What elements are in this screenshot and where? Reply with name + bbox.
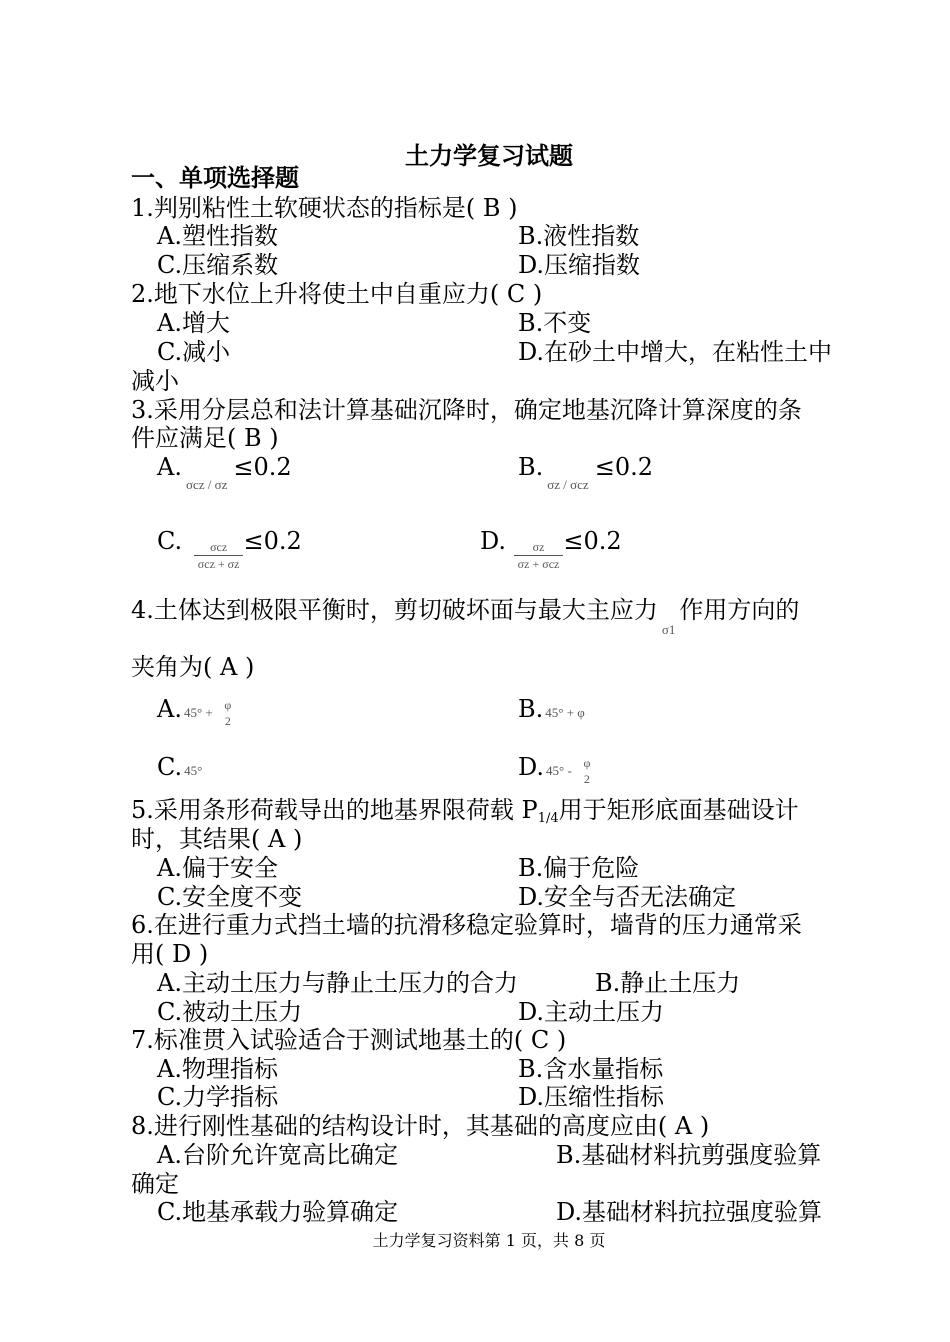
q4-option-a-label: A.: [157, 695, 182, 723]
q3-option-d-label: D.: [480, 527, 507, 555]
q4-option-c-label: C.: [157, 753, 183, 781]
question-4-stem-line2: 夹角为( A ): [131, 653, 255, 681]
q3-option-d-numerator: σz: [532, 540, 545, 554]
q4-option-d-expression: 45° -: [546, 763, 572, 778]
q4-option-b-expression: 45° + φ: [545, 705, 585, 720]
q3-option-c-fraction: [194, 539, 244, 572]
q7-option-a: A.物理指标: [157, 1055, 278, 1083]
q3-option-c: [157, 526, 302, 571]
q3-option-a-limit: ≤0.2: [233, 453, 292, 481]
question-5-stem-text-end: 用于矩形底面基础设计: [558, 796, 799, 824]
q3-option-c-numerator: σcz: [210, 540, 228, 554]
q1-option-a: A.塑性指数: [157, 222, 278, 250]
q5-option-a: A.偏于安全: [157, 854, 278, 882]
question-5-stem-line2: 时，其结果( A ): [131, 825, 303, 853]
q4-option-c-expression: 45°: [184, 763, 203, 778]
document-title: 土力学复习试题: [405, 141, 573, 170]
q1-option-b: B.液性指数: [518, 222, 640, 250]
question-4-stem-text-end: 作用方向的: [679, 596, 800, 624]
q3-option-a: [157, 452, 292, 492]
q4-option-d-fraction: [579, 755, 594, 787]
q3-option-b-label: B.: [518, 453, 544, 481]
q6-option-c: C.被动土压力: [157, 998, 303, 1026]
q5-option-d: D.安全与否无法确定: [518, 883, 737, 911]
q6-option-a: A.主动土压力与静止土压力的合力: [157, 969, 518, 997]
q3-option-b: [518, 452, 653, 492]
q8-option-b: B.基础材料抗剪强度验算: [556, 1141, 822, 1169]
question-2-stem: 2.地下水位上升将使土中自重应力( C ): [131, 280, 543, 308]
q1-option-c: C.压缩系数: [157, 251, 279, 279]
q2-option-a: A.增大: [157, 309, 230, 337]
q8-option-c: C.地基承载力验算确定: [157, 1198, 399, 1226]
q4-option-c: [157, 752, 202, 786]
q4-option-d: [518, 752, 594, 786]
q3-option-d: [480, 526, 622, 571]
question-1-stem: 1.判别粘性土软硬状态的指标是( B ): [131, 194, 518, 222]
question-5-stem-text: 5.采用条形荷载导出的地基界限荷载 P: [131, 796, 538, 824]
q2-option-c: C.减小: [157, 338, 231, 366]
question-7-stem: 7.标准贯入试验适合于测试地基土的( C ): [131, 1026, 567, 1054]
q6-option-d: D.主动土压力: [518, 998, 665, 1026]
q4-option-a-expression: 45° +: [183, 705, 213, 720]
q3-option-c-denominator: σcz + σz: [197, 557, 240, 571]
q4-option-b: [518, 694, 585, 728]
question-3-stem-line2: 件应满足( B ): [131, 424, 279, 452]
q7-option-c: C.力学指标: [157, 1083, 279, 1111]
q4-option-d-label: D.: [518, 753, 545, 781]
q4-option-a-fraction: [220, 697, 235, 729]
q5-option-c: C.安全度不变: [157, 883, 303, 911]
q2-option-b: B.不变: [518, 309, 592, 337]
section-heading: 一、单项选择题: [131, 163, 299, 192]
question-3-stem-line1: 3.采用分层总和法计算基础沉降时，确定地基沉降计算深度的条: [131, 396, 802, 424]
p-subscript: 1/4: [537, 811, 559, 826]
q2-option-d-continuation: 减小: [131, 367, 179, 395]
q3-option-d-limit: ≤0.2: [563, 527, 622, 555]
q6-option-b: B.静止土压力: [595, 969, 741, 997]
question-8-stem: 8.进行刚性基础的结构设计时，其基础的高度应由( A ): [131, 1112, 710, 1140]
q8-option-a: A.台阶允许宽高比确定: [157, 1141, 398, 1169]
q8-option-d: D.基础材料抗拉强度验算: [556, 1198, 823, 1226]
q4-option-a-denominator: 2: [224, 713, 231, 728]
q3-option-a-label: A.: [157, 453, 182, 481]
q4-option-a-numerator: φ: [224, 697, 232, 712]
question-6-stem-line2: 用( D ): [131, 940, 209, 968]
question-4-stem-text: 4.土体达到极限平衡时，剪切破坏面与最大主应力: [131, 596, 658, 624]
q5-option-b: B.偏于危险: [518, 854, 640, 882]
q3-option-c-label: C.: [157, 527, 183, 555]
q4-option-d-denominator: 2: [583, 771, 590, 786]
q3-option-c-limit: ≤0.2: [243, 527, 302, 555]
q1-option-d: D.压缩指数: [518, 251, 641, 279]
question-6-stem-line1: 6.在进行重力式挡土墙的抗滑移稳定验算时，墙背的压力通常采: [131, 911, 802, 939]
q3-option-d-denominator: σz + σcz: [517, 557, 560, 571]
q3-option-b-formula: σz / σcz: [547, 477, 589, 492]
q7-option-b: B.含水量指标: [518, 1055, 664, 1083]
q7-option-d: D.压缩性指标: [518, 1083, 665, 1111]
q4-option-b-label: B.: [518, 695, 544, 723]
q3-option-a-formula: σcz / σz: [185, 477, 228, 492]
q4-option-d-numerator: φ: [583, 755, 591, 770]
q3-option-b-limit: ≤0.2: [594, 453, 653, 481]
page-footer: 土力学复习资料第 1 页，共 8 页: [372, 1231, 606, 1250]
q2-option-d: D.在砂土中增大，在粘性土中: [518, 338, 833, 366]
q3-option-d-fraction: [514, 539, 564, 572]
sigma-1-symbol: σ1: [661, 622, 676, 637]
q4-option-a: [157, 694, 235, 728]
q8-option-b-continuation: 确定: [131, 1170, 179, 1198]
